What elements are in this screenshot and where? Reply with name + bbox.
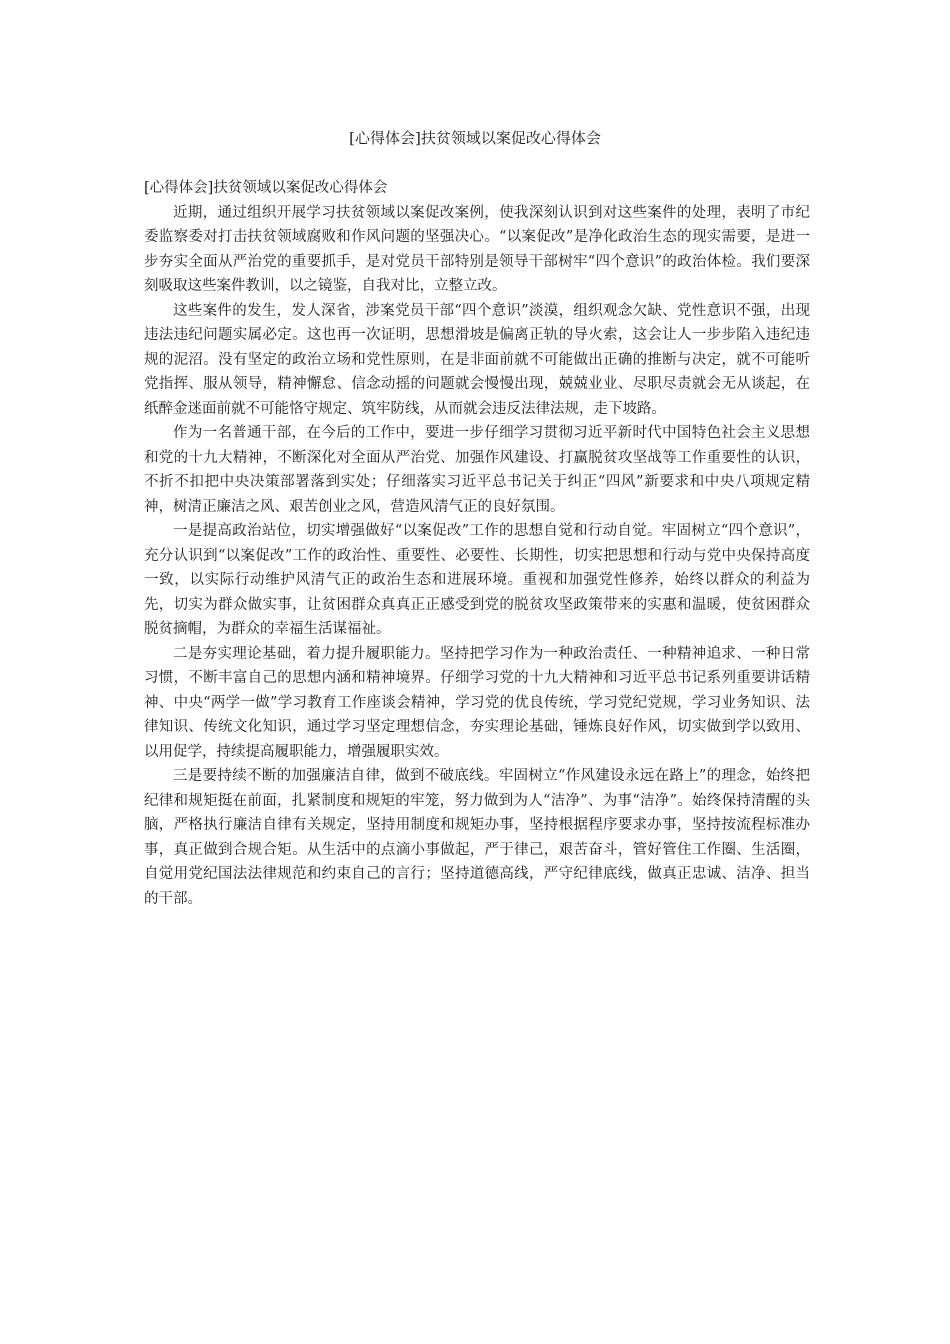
paragraph-reflection: 这些案件的发生，发人深省，涉案党员干部“四个意识”淡漠，组织观念欠缺、党性意识不强，出现违法违纪问题实属必定。这也再一次证明，思想滑坡是偏离正轨的导火索，这会让人一步步陷入违纪违规的泥沼。没有坚定的政治立场和党性原则，在是非面前就不可能做出正确的推断与决定，就不可能听党指挥、服从领导，精神懈怠、信念动摇的问题就会慢慢出现，兢兢业业、尽职尽责就会无从谈起，在纸醉金迷面前就不可能恪守规定、筑牢防线，从而就会违反法律法规，走下坡路。 [144,302,810,417]
paragraph-intro: 近期，通过组织开展学习扶贫领域以案促改案例，使我深刻认识到对这些案件的处理，表明了市纪委监察委对打击扶贫领域腐败和作风问题的坚强决心。“以案促改”是净化政治生态的现实需要，是进一步夯实全面从严治党的重要抓手，是对党员干部特别是领导干部树牢“四个意识”的政治体检。我们要深刻吸取这些案件教训，以之镜鉴，自我对比，立整立改。 [144,204,810,294]
document-subtitle: [心得体会]扶贫领域以案促改心得体会 [144,180,388,196]
document-title: [心得体会]扶贫领域以案促改心得体会 [349,129,601,147]
paragraph-point-three: 三是要持续不断的加强廉洁自律，做到不破底线。牢固树立“作风建设永远在路上”的理念，始终把纪律和规矩挺在前面，扎紧制度和规矩的牢笼，努力做到为人“洁净”、为事“洁净”。始终保持清醒的头脑，严格执行廉洁自律有关规定，坚持用制度和规矩办事，坚持根据程序要求办事，坚持按流程标准办事，真正做到合规合矩。从生活中的点滴小事做起，严于律己，艰苦奋斗，管好管住工作圈、生活圈，自觉用党纪国法法律规范和约束自己的言行；坚持道德高线，严守纪律底线，做真正忠诚、洁净、担当的干部。 [144,768,810,907]
paragraph-point-one: 一是提高政治站位，切实增强做好“以案促改”工作的思想自觉和行动自觉。牢固树立“四个意识”，充分认识到“以案促改”工作的政治性、重要性、必要性、长期性，切实把思想和行动与党中央保持高度一致，以实际行动维护风清气正的政治生态和进展环境。重视和加强党性修养，始终以群众的利益为先，切实为群众做实事，让贫困群众真真正正感受到党的脱贫攻坚政策带来的实惠和温暖，使贫困群众脱贫摘帽，为群众的幸福生活谋福祉。 [144,523,810,637]
paragraph-commitment: 作为一名普通干部，在今后的工作中，要进一步仔细学习贯彻习近平新时代中国特色社会主义思想和党的十九大精神，不断深化对全面从严治党、加强作风建设、打赢脱贫攻坚战等工作重要性的认识，不折不扣把中央决策部署落到实处；仔细落实习近平总书记关于纠正“四风”新要求和中央八项规定精神，树清正廉洁之风、艰苦创业之风，营造风清气正的良好氛围。 [144,425,810,515]
document-body [144,176,810,911]
paragraph-point-two: 二是夯实理论基础，着力提升履职能力。坚持把学习作为一种政治责任、一种精神追求、一种日常习惯，不断丰富自己的思想内涵和精神境界。仔细学习党的十九大精神和习近平总书记系列重要讲话精神、中央“两学一做”学习教育工作座谈会精神，学习党的优良传统，学习党纪党规，学习业务知识、法律知识、传统文化知识，通过学习坚定理想信念，夯实理论基础，锤炼良好作风，切实做到学以致用、以用促学，持续提高履职能力，增强履职实效。 [144,645,810,760]
